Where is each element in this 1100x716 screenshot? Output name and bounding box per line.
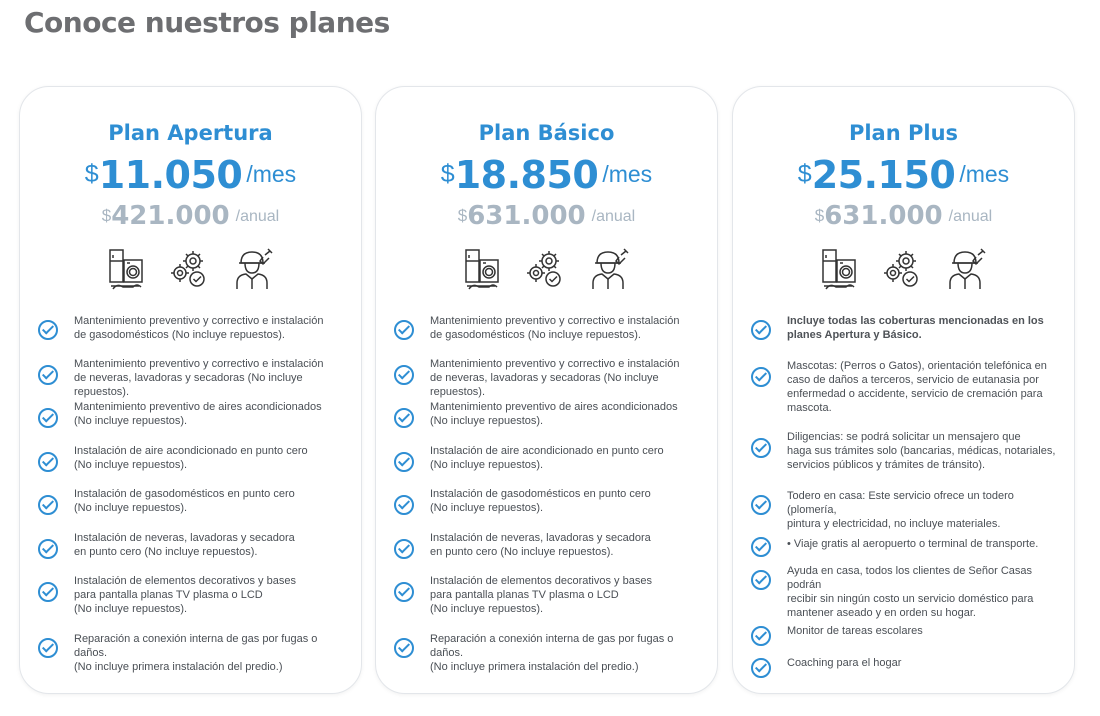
check-circle-icon	[394, 320, 414, 340]
plan-icons	[376, 247, 717, 295]
feature-text: Instalación de elementos decorativos y bases para pantalla planas TV plasma o LCD (No incluye repuestos).	[430, 575, 652, 615]
feature-text: Mantenimiento preventivo de aires acondicionados (No incluye repuestos).	[430, 401, 678, 427]
price-annual	[733, 201, 1074, 231]
price-amount: 11.050	[98, 153, 243, 197]
price-amount: 631.000	[467, 201, 586, 231]
price-period: /mes	[959, 161, 1010, 187]
check-circle-icon	[394, 452, 414, 472]
appliances-wrench-icon	[820, 247, 860, 296]
check-circle-icon	[751, 658, 771, 678]
check-circle-icon	[38, 320, 58, 340]
check-circle-icon	[38, 638, 58, 658]
currency-symbol: $	[101, 206, 112, 225]
plan-card-basico	[375, 86, 718, 694]
feature-text: Reparación a conexión interna de gas por fugas o daños. (No incluye primera instalación del predio.)	[430, 633, 674, 673]
currency-symbol: $	[457, 206, 468, 225]
check-circle-icon	[38, 582, 58, 602]
feature-text: Mascotas: (Perros o Gatos), orientación telefónica en caso de daños a terceros, servicio de eutanasia por enfermedad o accidente, servicio de cremación para mascota.	[787, 360, 1047, 414]
plan-title: Plan Plus	[848, 121, 959, 145]
feature-text: Todero en casa: Este servicio ofrece un todero (plomería, pintura y electricidad, no incluye materiales.	[787, 490, 1014, 530]
plan-icons	[20, 247, 361, 295]
feature-text: Coaching para el hogar	[787, 657, 902, 669]
feature-text: Instalación de gasodomésticos en punto cero (No incluye repuestos).	[430, 488, 651, 514]
check-circle-icon	[38, 495, 58, 515]
currency-symbol: $	[797, 160, 812, 188]
price-monthly	[733, 153, 1074, 197]
feature-text: Ayuda en casa, todos los clientes de Señor Casas podrán recibir sin ningún costo un servicio doméstico para mantener aseado y en orden su hogar.	[787, 565, 1034, 619]
feature-text: Mantenimiento preventivo y correctivo e instalación de gasodomésticos (No incluye repuestos).	[430, 315, 680, 341]
check-circle-icon	[394, 582, 414, 602]
check-circle-icon	[751, 438, 771, 458]
check-circle-icon	[38, 408, 58, 428]
price-period: /anual	[591, 208, 636, 225]
feature-text: Instalación de gasodomésticos en punto cero (No incluye repuestos).	[74, 488, 295, 514]
price-period: /mes	[246, 161, 297, 187]
check-circle-icon	[751, 320, 771, 340]
gears-check-icon	[882, 247, 922, 296]
price-amount: 25.150	[811, 153, 956, 197]
plan-icons	[733, 247, 1074, 295]
check-circle-icon	[751, 367, 771, 387]
check-circle-icon	[394, 638, 414, 658]
price-monthly	[376, 153, 717, 197]
check-circle-icon	[38, 452, 58, 472]
feature-text: Instalación de aire acondicionado en punto cero (No incluye repuestos).	[430, 445, 664, 471]
check-circle-icon	[751, 626, 771, 646]
currency-symbol: $	[814, 206, 825, 225]
price-amount: 631.000	[824, 201, 943, 231]
price-annual	[376, 201, 717, 231]
price-amount: 421.000	[111, 201, 230, 231]
feature-text: Instalación de neveras, lavadoras y secadora en punto cero (No incluye repuestos).	[74, 532, 295, 558]
appliances-wrench-icon	[107, 247, 147, 296]
technician-icon	[231, 247, 275, 296]
feature-text: Reparación a conexión interna de gas por fugas o daños. (No incluye primera instalación del predio.)	[74, 633, 318, 673]
price-amount: 18.850	[454, 153, 599, 197]
price-monthly	[20, 153, 361, 197]
feature-text: • Viaje gratis al aeropuerto o terminal de transporte.	[787, 538, 1039, 550]
price-annual	[20, 201, 361, 231]
plan-card-plus	[732, 86, 1075, 694]
technician-icon	[587, 247, 631, 296]
check-circle-icon	[38, 365, 58, 385]
check-circle-icon	[751, 537, 771, 557]
check-circle-icon	[751, 495, 771, 515]
currency-symbol: $	[84, 160, 99, 188]
feature-text: Instalación de aire acondicionado en punto cero (No incluye repuestos).	[74, 445, 308, 471]
technician-icon	[944, 247, 988, 296]
page-title: Conoce nuestros planes	[24, 6, 390, 39]
check-circle-icon	[751, 570, 771, 590]
feature-text: Mantenimiento preventivo y correctivo e instalación de neveras, lavadoras y secadoras (No incluye repuestos).	[74, 358, 324, 398]
currency-symbol: $	[440, 160, 455, 188]
gears-check-icon	[525, 247, 565, 296]
feature-text: Instalación de elementos decorativos y bases para pantalla planas TV plasma o LCD (No incluye repuestos).	[74, 575, 296, 615]
feature-text: Mantenimiento preventivo de aires acondicionados (No incluye repuestos).	[74, 401, 322, 427]
check-circle-icon	[394, 365, 414, 385]
price-period: /mes	[602, 161, 653, 187]
check-circle-icon	[38, 539, 58, 559]
feature-text: Incluye todas las coberturas mencionadas en los planes Apertura y Básico.	[787, 315, 1044, 341]
plan-title: Plan Básico	[478, 121, 615, 145]
feature-text: Mantenimiento preventivo y correctivo e instalación de neveras, lavadoras y secadoras (No incluye repuestos).	[430, 358, 680, 398]
feature-text: Mantenimiento preventivo y correctivo e instalación de gasodomésticos (No incluye repuestos).	[74, 315, 324, 341]
check-circle-icon	[394, 539, 414, 559]
gears-check-icon	[169, 247, 209, 296]
check-circle-icon	[394, 495, 414, 515]
feature-text: Monitor de tareas escolares	[787, 625, 923, 637]
price-period: /anual	[948, 208, 993, 225]
price-period: /anual	[235, 208, 280, 225]
plan-card-apertura	[19, 86, 362, 694]
feature-text: Diligencias: se podrá solicitar un mensajero que haga sus trámites solo (bancarias, médicas, notariales, servicios públicos y trámites de tránsito).	[787, 431, 1056, 471]
appliances-wrench-icon	[463, 247, 503, 296]
feature-text: Instalación de neveras, lavadoras y secadora en punto cero (No incluye repuestos).	[430, 532, 651, 558]
plan-title: Plan Apertura	[108, 121, 273, 145]
check-circle-icon	[394, 408, 414, 428]
